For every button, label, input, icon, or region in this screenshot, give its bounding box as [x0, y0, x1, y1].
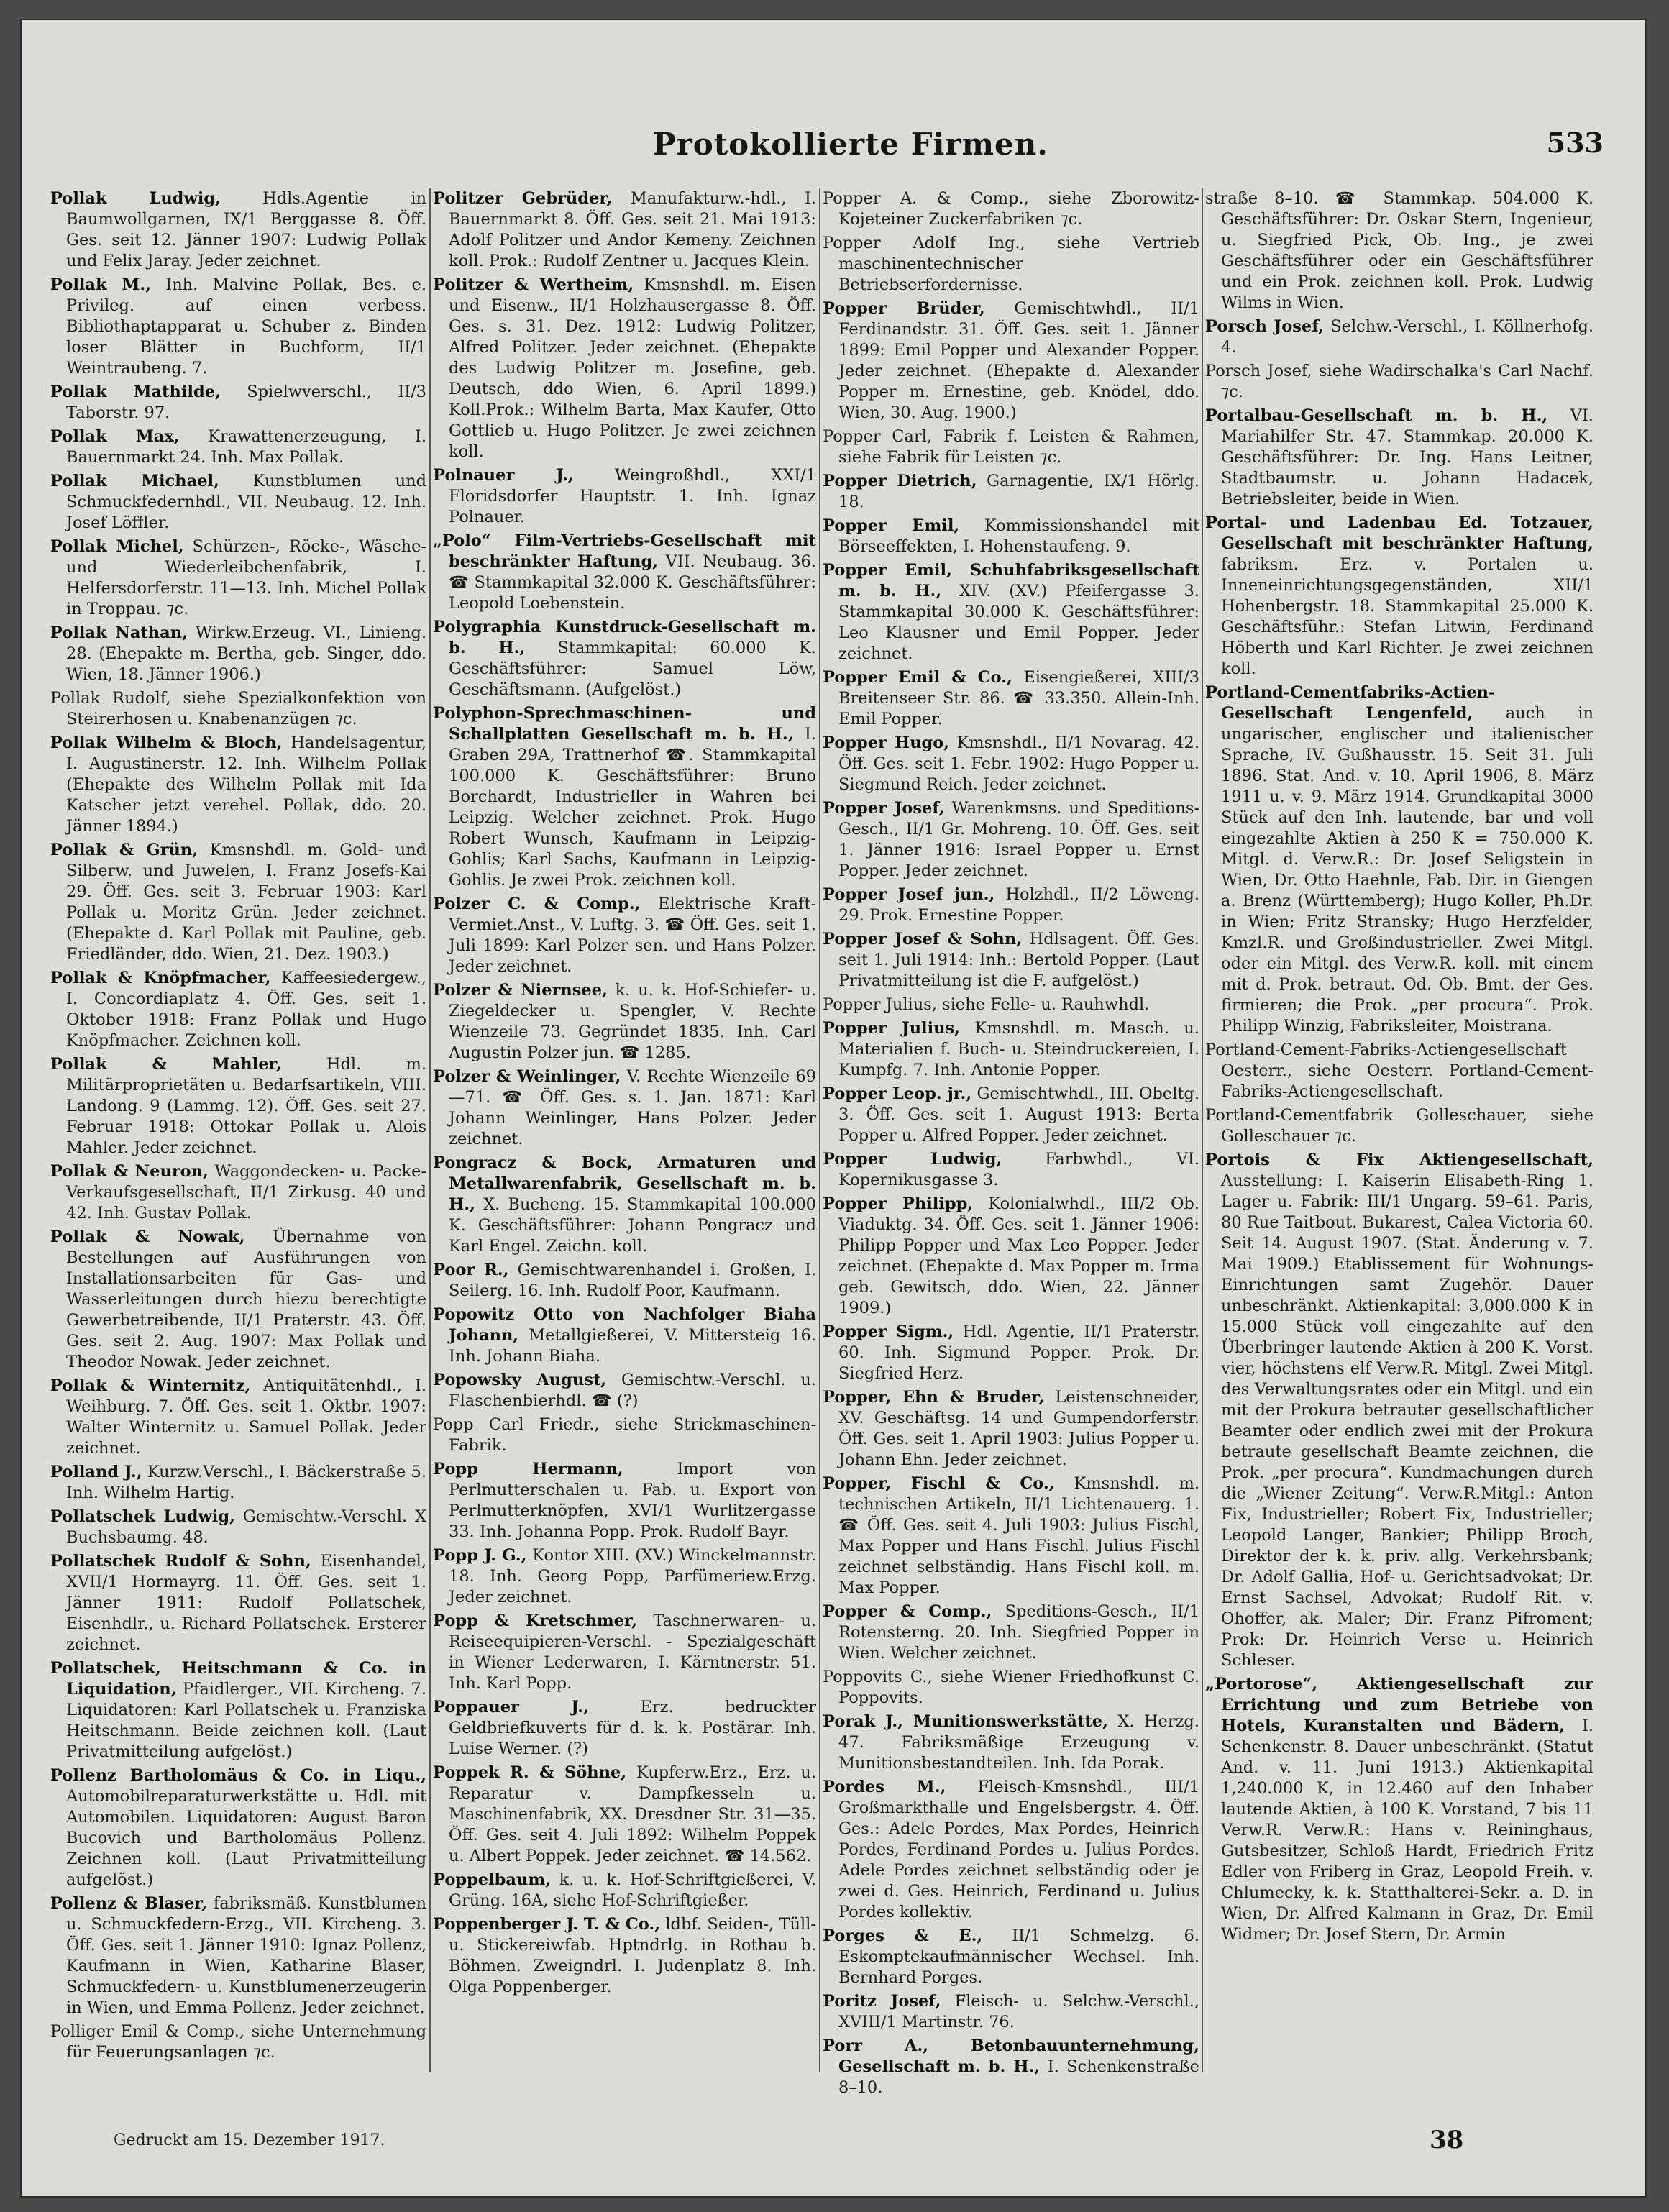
firm-name: Porr A., Betonbauunternehmung, Gesellschaft m. b. H., [823, 2037, 1199, 2076]
firm-name: Pollenz & Blaser, [50, 1894, 208, 1913]
firm-name: Popper & Comp., [823, 1602, 992, 1621]
entry-text: Pollak Rudolf, siehe Spezialkonfektion von Steirerhosen u. Knabenanzügen ⁊c. [50, 689, 426, 728]
directory-entry [823, 798, 1199, 882]
entry-text: Kontor XIII. (XV.) Winckelmannstr. 18. Inh. Georg Popp, Parfümeriew.Erzg. Jeder zeichnet. [449, 1546, 816, 1607]
entry-text: XIV. (XV.) Pfeifergasse 3. Stammkapital 30.000 K. Geschäftsführer: Leo Klausner und Emil Popper. Jeder zeichnet. [838, 582, 1199, 663]
directory-entry [50, 275, 426, 379]
directory-entry [823, 733, 1199, 795]
directory-entry [50, 968, 426, 1051]
firm-name: Popper Emil, Schuhfabriksgesellschaft m. b. H., [823, 561, 1199, 600]
entry-text: Garnagentie, IX/1 Hörlg. 18. [838, 472, 1199, 511]
column-rule [819, 188, 820, 2072]
firm-name: Portalbau-Gesellschaft m. b. H., [1205, 406, 1548, 425]
entry-text: auch in ungarischer, englischer und italienischer Sprache, IV. Gußhausstr. 15. Seit 31. Juli 1896. Stat. And. v. 10. April 1906, 8. März 1911 u. v. 9. März 1914. Grundkapital 3000 Stück auf den Inh. lautende, bar und voll eingezahlte Aktien à 250 K = 750.000 K. Mitgl. d. Verw.R.: Dr. Josef Seligstein in Wien, Dr. Otto Haehnle, Fab. Dir. in Giengen a. Brenz (Württemberg); Hugo Koller, Ph.Dr. in Wien; Fritz Stransky; Hugo Herzfelder, Kmzl.R. und Großindustrieller. Zwei Mitgl. oder ein Mitgl. des Verw.R. koll. mit einem mit d. Prok. betraut. Od. Ob. Bmt. der Ges. firmieren; die Prok. „per procura“. Prok. Philipp Winzig, Fabriksleiter, Moistrana. [1221, 704, 1593, 1036]
entry-text: Kmsnshdl. m. Eisen und Eisenw., II/1 Holzhausergasse 8. Öff. Ges. s. 31. Dez. 1912: Ludwig Politzer, Alfred Politzer. Jeder zeichnet. (Ehepakte des Ludwig Politzer m. Josefine, geb. Deutsch, ddo Wien, 6. April 1899.) Koll.Prok.: Wilhelm Barta, Max Kaufer, Otto Gottlieb u. Hugo Politzer. Je zwei zeichnen koll. [449, 275, 816, 461]
page-header [20, 127, 1647, 170]
directory-entry [823, 188, 1199, 230]
directory-entry [1205, 1150, 1593, 1671]
firm-name: Portois & Fix Aktiengesellschaft, [1205, 1151, 1593, 1169]
firm-name: Polzer C. & Comp., [433, 895, 641, 913]
firm-name: Portland-Cementfabriks-Actien-Gesellschaft Lengenfeld, [1205, 683, 1496, 723]
entry-text: Popper A. & Comp., siehe Zborowitz-Kojeteiner Zuckerfabriken ⁊c. [823, 189, 1199, 229]
entry-text: Wirkw.Erzeug. VI., Linieng. 28. (Ehepakte m. Bertha, geb. Singer, ddo. Wien, 18. Jänner 1906.) [66, 623, 426, 684]
entry-text: Handelsagentur, I. Augustinerstr. 12. Inh. Wilhelm Pollak (Ehepakte des Wilhelm Pollak mit Ida Katscher jetzt verehel. Pollak, ddo. 20. Jänner 1894.) [66, 733, 426, 836]
firm-name: Popper, Ehn & Bruder, [823, 1388, 1045, 1407]
firm-name: Popper Sigm., [823, 1322, 954, 1341]
firm-name: Popowsky August, [433, 1371, 607, 1389]
directory-entry [823, 233, 1199, 296]
firm-name: Poppauer J., [433, 1698, 589, 1717]
firm-name: Popper Hugo, [823, 733, 950, 752]
entry-text: Popper Adolf Ing., siehe Vertrieb maschinentechnischer Betriebserfordernisse. [823, 234, 1199, 294]
directory-entry [50, 2021, 426, 2063]
entry-text: ldbf. Seiden-, Tüll- u. Stickereiwfab. Hptndrlg. in Rothau b. Böhmen. Zweigndrl. I. Judenplatz 8. Inh. Olga Poppenberger. [449, 1915, 816, 1996]
entry-text: Gemischtwhdl., III. Obeltg. 3. Öff. Ges. seit 1. August 1913: Berta Popper u. Alfred Popper. Jeder zeichnet. [838, 1084, 1199, 1145]
directory-entry [50, 1227, 426, 1373]
directory-entry [823, 1777, 1199, 1923]
directory-entry [433, 1066, 816, 1150]
firm-name: Polzer & Weinlinger, [433, 1067, 621, 1086]
directory-entry [50, 1376, 426, 1459]
entry-text: Import von Perlmutterschalen u. Fab. u. Export von Perlmutterknöpfen, XVI/1 Wurlitzergasse 33. Inh. Johanna Popp. Prok. Rudolf Bayr. [449, 1460, 816, 1541]
entry-text: Holzhdl., II/2 Löweng. 29. Prok. Ernestine Popper. [838, 885, 1199, 925]
entry-text: Kmsnshdl. m. Gold- und Silberw. und Juwelen, I. Franz Josefs-Kai 29. Öff. Ges. seit 3. Februar 1903: Karl Pollak u. Moritz Grün. Jeder zeichnet. (Ehepakte d. Karl Pollak mit Pauline, geb. Friedländer, ddo. Wien, 21. Dez. 1903.) [66, 841, 426, 964]
entry-text: Warenkmsns. und Speditions-Gesch., II/1 Gr. Mohreng. 10. Öff. Ges. seit 1. Jänner 1916: Israel Popper u. Ernst Popper. Jeder zeichnet. [838, 799, 1199, 880]
firm-name: Pollatschek, Heitschmann & Co. in Liquidation, [50, 1659, 426, 1699]
directory-entry [823, 560, 1199, 664]
firm-name: Popper Leop. jr., [823, 1084, 972, 1103]
firm-name: Pollenz Bartholomäus & Co. in Liqu., [50, 1766, 426, 1785]
directory-entry [433, 1914, 816, 1998]
directory-entry [823, 298, 1199, 424]
entry-text: Pfaidlerger., VII. Kircheng. 7. Liquidatoren: Karl Pollatschek u. Franziska Heitschmann. Beide zeichnen koll. (Laut Privatmitteilung aufgelöst.) [66, 1680, 426, 1761]
directory-entry [823, 1084, 1199, 1146]
firm-name: Porsch Josef, [1205, 317, 1325, 336]
firm-name: Pollak Wilhelm & Bloch, [50, 733, 283, 752]
firm-name: Polygraphia Kunstdruck-Gesellschaft m. b. H., [433, 618, 816, 657]
entry-text: Manufakturw.-hdl., I. Bauernmarkt 8. Öff. Ges. seit 21. Mai 1913: Adolf Politzer und Andor Kemeny. Zeichnen koll. Prok.: Rudolf Zentner u. Jacques Klein. [449, 189, 816, 270]
entry-text: Kupferw.Erz., Erz. u. Reparatur v. Dampfkesseln u. Maschinenfabrik, XX. Dresdner Str. 31—35. Öff. Ges. seit 4. Juli 1892: Wilhelm Poppek u. Albert Poppek. Jeder zeichnet. ☎ 14.562. [449, 1763, 816, 1865]
entry-text: V. Rechte Wienzeile 69—71. ☎ Öff. Ges. s. 1. Jan. 1871: Karl Johann Weinlinger, Hans Polzer. Jeder zeichnet. [449, 1067, 816, 1148]
directory-entry [50, 426, 426, 468]
entry-text: Schürzen-, Röcke-, Wäsche- und Wiederleibchenfabrik, I. Helfersdorferstr. 11—13. Inh. Michel Pollak in Troppau. ⁊c. [66, 537, 426, 618]
firm-name: Pollak Ludwig, [50, 189, 221, 208]
firm-name: Pollak Mathilde, [50, 383, 221, 401]
firm-name: Pollak Max, [50, 427, 180, 446]
entry-text: Kaffeesiedergew., I. Concordiaplatz 4. Öff. Ges. seit 1. Oktober 1918: Franz Pollak und Hugo Knöpfmacher. Zeichnen koll. [66, 969, 426, 1050]
running-head: Protokollierte Firmen. [653, 127, 1048, 162]
print-date: Gedruckt am 15. Dezember 1917. [114, 2131, 385, 2149]
entry-text: VI. Mariahilfer Str. 47. Stammkap. 20.000 K. Geschäftsführer: Dr. Ing. Hans Leitner, Stadtbaumstr. u. Johann Hadacek, Betriebsleiter, beide in Wien. [1221, 406, 1593, 508]
entry-text: Weingroßhdl., XXI/1 Floridsdorfer Hauptstr. 1. Inh. Ignaz Polnauer. [449, 466, 816, 526]
firm-name: Pollak Nathan, [50, 623, 188, 642]
entry-text: I. Schenkenstr. 8. Dauer unbeschränkt. (Statut And. v. 11. Juni 1913.) Aktienkapital 1,240.000 K, in 12.460 auf den Inhaber lautende Aktien, à 100 K. Vorstand, 7 bis 11 Verw.R. Verw.R.: Hans v. Reininghaus, Gutsbesitzer, Schloß Hardt, Friedrich Fritz Edler von Friberg in Graz, Leopold Freih. v. Chlumecky, k. k. Statthalterei-Sekr. a. D. in Wien, Dr. Alfred Kalmann in Graz, Dr. Emil Widmer; Dr. Josef Stern, Dr. Armin [1221, 1717, 1593, 1944]
signature-mark: 38 [1430, 2126, 1464, 2154]
directory-entry [823, 1473, 1199, 1599]
directory-entry [433, 617, 816, 700]
directory-entry [823, 1667, 1199, 1709]
directory-entry [823, 885, 1199, 926]
directory-entry [823, 1387, 1199, 1471]
entry-text: Elektrische Kraft-Vermiet.Anst., V. Luftg. 3. ☎ Öff. Ges. seit 1. Juli 1899: Karl Polzer sen. und Hans Polzer. Jeder zeichnet. [449, 895, 816, 976]
entry-text: fabriksm. Erz. v. Portalen u. Inneneinrichtungsgegenständen, XII/1 Hohenbergstr. 18. Stammkapital 25.000 K. Geschäftsführ.: Stefan Litwin, Ferdinand Höberth und Karl Richter. Je zwei zeichnen koll. [1221, 555, 1593, 678]
directory-entry [50, 623, 426, 685]
directory-entry [823, 1194, 1199, 1319]
entry-text: Porsch Josef, siehe Wadirschalka's Carl Nachf. ⁊c. [1205, 362, 1593, 401]
entry-text: Krawattenerzeugung, I. Bauernmarkt 24. Inh. Max Pollak. [66, 427, 426, 467]
directory-entry [433, 703, 816, 891]
directory-entry [823, 471, 1199, 513]
entry-text: Antiquitätenhdl., I. Weihburg. 7. Öff. Ges. seit 1. Oktbr. 1907: Walter Winternitz u. Samuel Pollak. Jeder zeichnet. [66, 1376, 426, 1458]
firm-name: Popper Josef jun., [823, 885, 995, 904]
entry-text: Stammkapital: 60.000 K. Geschäftsführer: Samuel Löw, Geschäftsmann. (Aufgelöst.) [449, 639, 816, 699]
firm-name: Popowitz Otto von Nachfolger Biaha Johann, [433, 1305, 816, 1345]
directory-entry [433, 1459, 816, 1543]
entry-text: Waggondecken- u. Packe-Verkaufsgesellschaft, II/1 Zirkusg. 40 und 42. Inh. Gustav Pollak. [66, 1162, 426, 1222]
firm-name: Polland J., [50, 1463, 142, 1481]
entry-text: k. u. k. Hof-Schiefer- u. Ziegeldecker u. Spengler, V. Rechte Wienzeile 73. Gegründet 1835. Inh. Carl Augustin Polzer jun. ☎ 1285. [449, 981, 816, 1062]
directory-entry [1205, 188, 1593, 314]
directory-entry [50, 1658, 426, 1763]
entry-text: Taschnerwaren- u. Reiseequipieren-Verschl. - Spezialgeschäft in Wiener Lederwaren, I. Kärntnerstr. 51. Inh. Karl Popp. [449, 1612, 816, 1693]
firm-name: Pollak Michel, [50, 537, 184, 556]
directory-entry [433, 980, 816, 1064]
entry-text: Gemischtw.-Verschl. u. Flaschenbierhdl. ☎ (?) [449, 1371, 816, 1410]
firm-name: Popper Philipp, [823, 1194, 974, 1213]
entry-text: Kmsnshdl. m. technischen Artikeln, II/1 Lichtenauerg. 1. ☎ Öff. Ges. seit 4. Juli 1903: Julius Fischl, Max Popper und Hans Fischl. Julius Fischl zeichnet selbständig. Hans Fischl koll. m. Max Popper. [838, 1474, 1199, 1597]
entry-text: fabriksmäß. Kunstblumen u. Schmuckfedern-Erzg., VII. Kircheng. 3. Öff. Ges. seit 1. Jänner 1910: Ignaz Pollenz, Kaufmann in Wien, Katharine Blaser, Schmuckfedern- u. Kunstblumenerzeugerin in Wien, und Emma Pollenz. Jeder zeichnet. [66, 1894, 426, 2017]
column-3 [823, 188, 1199, 2101]
column-4 [1205, 188, 1593, 2101]
directory-entry [50, 188, 426, 272]
directory-entry [433, 1153, 816, 1257]
directory-entry [50, 1462, 426, 1504]
entry-text: Kommissionshandel mit Börseeffekten, I. Hohenstaufeng. 9. [838, 516, 1199, 556]
directory-entry [823, 1991, 1199, 2033]
column-2 [433, 188, 816, 2101]
entry-text: Portland-Cementfabrik Golleschauer, siehe Golleschauer ⁊c. [1205, 1106, 1593, 1146]
entry-text: Spielwverschl., II/3 Taborstr. 97. [66, 383, 426, 422]
firm-name: Portal- und Ladenbau Ed. Totzauer, Gesellschaft mit beschränkter Haftung, [1205, 513, 1593, 553]
firm-name: Popper Ludwig, [823, 1150, 1002, 1169]
entry-text: Hdlsagent. Öff. Ges. seit 1. Juli 1914: Inh.: Bertold Popper. (Laut Privatmitteilung ist die F. aufgelöst.) [838, 930, 1199, 990]
entry-text: Speditions-Gesch., II/1 Rotensterng. 20. Inh. Siegfried Popper in Wien. Welcher zeichnet. [838, 1602, 1199, 1663]
firm-name: Popp Hermann, [433, 1460, 623, 1479]
firm-name: Pongracz & Bock, Armaturen und Metallwarenfabrik, Gesellschaft m. b. H., [433, 1153, 816, 1214]
directory-entry [1205, 1105, 1593, 1147]
directory-entry [823, 1601, 1199, 1664]
directory-entry [433, 1370, 816, 1412]
directory-entry [50, 536, 426, 620]
directory-entry [50, 1161, 426, 1224]
directory-entry [1205, 316, 1593, 358]
entry-text: Farbwhdl., VI. Kopernikusgasse 3. [838, 1150, 1199, 1189]
directory-entry [823, 1926, 1199, 1988]
firm-name: Popper Brüder, [823, 299, 985, 318]
column-1 [50, 188, 426, 2101]
firm-name: „Polo“ Film-Vertriebs-Gesellschaft mit beschränkter Haftung, [433, 531, 816, 571]
directory-entry [433, 531, 816, 614]
firm-name: Pollak Michael, [50, 472, 219, 490]
directory-entry [50, 471, 426, 534]
firm-name: Pollak & Neuron, [50, 1162, 209, 1181]
directory-entry [433, 1304, 816, 1367]
firm-name: Poritz Josef, [823, 1992, 941, 2011]
directory-entry [433, 1545, 816, 1608]
firm-name: Pordes M., [823, 1778, 946, 1796]
firm-name: Pollak M., [50, 275, 152, 294]
firm-name: Poppek R. & Söhne, [433, 1763, 627, 1782]
directory-entry [50, 382, 426, 424]
directory-entry [823, 1018, 1199, 1081]
entry-text: Inh. Malvine Pollak, Bes. e. Privileg. auf einen verbess. Bibliothaptapparat u. Schuber z. Binden loser Blätter in Buchform, II/1 Weintraubeng. 7. [66, 275, 426, 378]
directory-entry [433, 465, 816, 528]
firm-name: Popper Emil & Co., [823, 668, 1012, 687]
directory-entry [433, 1763, 816, 1867]
directory-entry [50, 733, 426, 837]
entry-text: VII. Neubaug. 36. ☎ Stammkapital 32.000 K. Geschäftsführer: Leopold Loebenstein. [449, 552, 816, 613]
entry-text: II/1 Schmelzg. 6. Eskomptekaufmännischer Wechsel. Inh. Bernhard Porges. [838, 1927, 1199, 1987]
entry-text: I. Schenkenstraße 8–10. [838, 2057, 1199, 2097]
directory-entry [1205, 1040, 1593, 1102]
directory-entry [823, 426, 1199, 468]
directory-entry [823, 995, 1199, 1015]
entry-text: Portland-Cement-Fabriks-Actiengesellschaft Oesterr., siehe Oesterr. Portland-Cement-Fabriks-Actiengesellschaft. [1205, 1041, 1593, 1101]
directory-entry [433, 275, 816, 462]
directory-entry [1205, 361, 1593, 403]
directory-entry [433, 1415, 816, 1456]
firm-name: Pollatschek Rudolf & Sohn, [50, 1552, 311, 1571]
entry-text: I. Graben 29A, Trattnerhof ☎. Stammkapital 100.000 K. Geschäftsführer: Bruno Borchardt, Industrieller in Wahren bei Leipzig. Welcher zeichnet. Prok. Hugo Robert Wunsch, Kaufmann in Leipzig-Gohlis; Karl Sachs, Kaufmann in Leipzig-Gohlis. Je zwei Prok. zeichnen koll. [449, 725, 816, 890]
entry-text: Kmsnshdl. m. Masch. u. Materialien f. Buch- u. Steindruckereien, I. Kumpfg. 7. Inh. Antonie Popper. [838, 1019, 1199, 1079]
directory-entry [433, 188, 816, 272]
directory-entry [1205, 682, 1593, 1037]
directory-entry [1205, 513, 1593, 680]
entry-text: Kunstblumen und Schmuckfedernhdl., VII. Neubaug. 12. Inh. Josef Löffler. [66, 472, 426, 532]
entry-text: Leistenschneider, XV. Geschäftsg. 14 und Gumpendorferstr. Öff. Ges. seit 1. April 1903: Julius Popper u. Johann Ehn. Jeder zeichnet. [838, 1388, 1199, 1469]
firm-name: Popper Josef, [823, 799, 945, 818]
column-rule [429, 188, 431, 2072]
directory-entry [50, 688, 426, 730]
directory-entry [433, 1611, 816, 1694]
firm-name: Porak J., Munitionswerkstätte, [823, 1712, 1108, 1731]
entry-text: Metallgießerei, V. Mittersteig 16. Inh. Johann Biaha. [449, 1326, 816, 1366]
directory-entry [823, 1711, 1199, 1774]
entry-text: Fleisch-Kmsnshdl., III/1 Großmarkthalle und Engelsbergstr. 4. Öff. Ges.: Adele Pordes, Max Pordes, Heinrich Pordes, Ferdinand Pordes u. Julius Pordes. Adele Pordes zeichnet selbständig oder je zwei d. Ges. Heinrich, Ferdinand u. Julius Pordes kollektiv. [838, 1778, 1199, 1921]
entry-text: Eisengießerei, XIII/3 Breitenseer Str. 86. ☎ 33.350. Allein-Inh. Emil Popper. [838, 668, 1199, 728]
directory-entry [433, 1260, 816, 1302]
entry-text: Kolonialwhdl., III/2 Ob. Viaduktg. 34. Öff. Ges. seit 1. Jänner 1906: Philipp Popper und Max Leo Popper. Jeder zeichnet. (Ehepakte d. Max Popper m. Irma geb. Gewitsch, ddo. Wien, 22. Jänner 1909.) [838, 1194, 1199, 1317]
directory-entry [823, 2036, 1199, 2098]
directory-entry [50, 1054, 426, 1158]
directory-entry [1205, 406, 1593, 510]
entry-text: Popper Carl, Fabrik f. Leisten & Rahmen, siehe Fabrik für Leisten ⁊c. [823, 427, 1199, 467]
entry-text: Fleisch- u. Selchw.-Verschl., XVIII/1 Martinstr. 76. [838, 1992, 1199, 2032]
directory-entry [823, 929, 1199, 992]
firm-name: Politzer Gebrüder, [433, 189, 613, 208]
firm-name: Popper Emil, [823, 516, 960, 535]
firm-name: Polyphon-Sprechmaschinen- und Schallplatten Gesellschaft m. b. H., [433, 704, 816, 744]
firm-name: Popper Julius, [823, 1019, 961, 1038]
firm-name: Pollak & Winternitz, [50, 1376, 251, 1395]
directory-entry [823, 1322, 1199, 1384]
firm-name: Pollak & Grün, [50, 841, 198, 859]
entry-text: Selchw.-Verschl., I. Köllnerhofg. 4. [1221, 317, 1593, 357]
directory-entry [50, 1893, 426, 2019]
entry-text: Popp Carl Friedr., siehe Strickmaschinen-Fabrik. [433, 1415, 816, 1455]
entry-text: X. Herzg. 47. Fabriksmäßige Erzeugung v. Munitionsbestandteilen. Inh. Ida Porak. [838, 1712, 1199, 1773]
directory-entry [50, 1507, 426, 1548]
directory-entry [433, 1697, 816, 1760]
entry-text: Kurzw.Verschl., I. Bäckerstraße 5. Inh. Wilhelm Hartig. [66, 1463, 426, 1502]
entry-text: Popper Julius, siehe Felle- u. Rauhwhdl. [823, 995, 1150, 1014]
firm-name: Politzer & Wertheim, [433, 275, 634, 294]
firm-name: Porges & E., [823, 1927, 983, 1945]
entry-text: Gemischtwarenhandel i. Großen, I. Seilerg. 16. Inh. Rudolf Poor, Kaufmann. [449, 1261, 816, 1300]
directory-entry [823, 516, 1199, 557]
firm-name: Popp & Kretschmer, [433, 1612, 638, 1630]
firm-name: Pollak & Nowak, [50, 1228, 245, 1246]
entry-text: Polliger Emil & Comp., siehe Unternehmung für Feuerungsanlagen ⁊c. [50, 2022, 426, 2062]
firm-name: Pollak & Mahler, [50, 1055, 282, 1074]
entry-text: straße 8–10. ☎ Stammkap. 504.000 K. Geschäftsführer: Dr. Oskar Stern, Ingenieur, u. Siegfried Pick, Ob. Ing., je zwei Geschäftsführer oder ein Geschäftsführer und ein Prok. zeichnen koll. Prok. Ludwig Wilms in Wien. [1205, 189, 1593, 312]
directory-entry [50, 840, 426, 965]
entry-text: Hdl. Agentie, II/1 Praterstr. 60. Inh. Sigmund Popper. Prok. Dr. Siegfried Herz. [838, 1322, 1199, 1383]
entry-text: X. Bucheng. 15. Stammkapital 100.000 K. Geschäftsführer: Johann Pongracz und Karl Engel. Zeichn. koll. [449, 1195, 816, 1256]
entry-text: Ausstellung: I. Kaiserin Elisabeth-Ring 1. Lager u. Fabrik: III/1 Ungarg. 59–61. Paris, 80 Rue Taitbout. Bukarest, Calea Victoria 60. Seit 14. August 1907. (Stat. Änderung v. 7. Mai 1909.) Etablissement für Wohnungs-Einrichtungen samt Zugehör. Dauer unbeschränkt. Aktienkapital: 3,000.000 K in 15.000 Stück voll eingezahlte auf den Überbringer lautende Aktien à 200 K. Vorst. vier, höchstens elf Verw.R. Mitgl. Zwei Mitgl. des Verwaltungsrates oder ein Mitgl. und ein mit der Prokura betrauter gesellschaftlicher Beamter oder endlich zwei mit der Prokura betraute gesellschaft Beamte zeichnen, die Prok. „per procura“. Kundmachungen durch die „Wiener Zeitung“. Verw.R.Mitgl.: Anton Fix, Industrieller; Robert Fix, Industrieller; Leopold Langer, Bankier; Philipp Broch, Direktor der k. k. priv. allg. Verkehrsbank; Dr. Adolf Gallia, Hof- u. Gerichtsadvokat; Dr. Ernst Sachsel, Advokat; Rudolf Rit. v. Ohoffer, ak. Maler; Dir. Franz Pifroment; Prok: Dr. Heinrich Verse u. Heinrich Schleser. [1221, 1171, 1593, 1670]
directory-entry [823, 667, 1199, 730]
entry-text: Erz. bedruckter Geldbriefkuverts für d. k. k. Postärar. Inh. Luise Werner. (?) [449, 1698, 816, 1758]
entry-text: Poppovits C., siehe Wiener Friedhofkunst C. Poppovits. [823, 1668, 1199, 1707]
entry-text: Automobilreparaturwerkstätte u. Hdl. mit Automobilen. Liquidatoren: August Baron Bucovich und Bartholomäus Pollenz. Zeichnen koll. (Laut Privatmitteilung aufgelöst.) [66, 1787, 426, 1889]
firm-name: Pollak & Knöpfmacher, [50, 969, 271, 987]
entry-text: Übernahme von Bestellungen auf Ausführungen von Installationsarbeiten für Gas- und Wasserleitungen durch hiezu berechtigte Gewerbetreibende, II/1 Praterstr. 43. Öff. Ges. seit 2. Aug. 1907: Max Pollak und Theodor Nowak. Jeder zeichnet. [66, 1228, 426, 1371]
directory-entry [50, 1765, 426, 1891]
firm-name: Polnauer J., [433, 466, 574, 485]
directory-entry [823, 1149, 1199, 1191]
entry-text: Gemischtw.-Verschl. X Buchsbaumg. 48. [66, 1507, 426, 1547]
entry-text: Eisenhandel, XVII/1 Hormayrg. 11. Öff. Ges. seit 1. Jänner 1911: Rudolf Pollatschek, Eisenhdlr., u. Richard Pollatschek. Ersterer zeichnet. [66, 1552, 426, 1654]
firm-name: Popper Josef & Sohn, [823, 930, 1023, 949]
entry-text: Gemischtwhdl., II/1 Ferdinandstr. 31. Öff. Ges. seit 1. Jänner 1899: Emil Popper und Alexander Popper. Jeder zeichnet. (Ehepakte d. Alexander Popper m. Ernestine, geb. Knödel, ddo. Wien, 30. Aug. 1900.) [838, 299, 1199, 422]
firm-name: Polzer & Niernsee, [433, 981, 608, 1000]
directory-entry [433, 1870, 816, 1911]
firm-name: Popper, Fischl & Co., [823, 1474, 1055, 1493]
entry-text: Hdl. m. Militärproprietäten u. Bedarfsartikeln, VIII. Landong. 9 (Lammg. 12). Öff. Ges. seit 27. Februar 1918: Ottokar Pollak u. Alois Mahler. Jeder zeichnet. [66, 1055, 426, 1157]
firm-name: „Portorose“, Aktiengesellschaft zur Errichtung und zum Betriebe von Hotels, Kuranstalten und Bädern, [1205, 1675, 1593, 1735]
directory-entry [1205, 1674, 1593, 1945]
firm-name: Poppenberger J. T. & Co., [433, 1915, 661, 1934]
entry-text: Kmsnshdl., II/1 Novarag. 42. Öff. Ges. seit 1. Febr. 1902: Hugo Popper u. Siegmund Reich. Jeder zeichnet. [838, 733, 1199, 794]
directory-entry [50, 1551, 426, 1655]
firm-name: Popper Dietrich, [823, 472, 977, 490]
directory-page [20, 19, 1647, 2198]
firm-name: Pollatschek Ludwig, [50, 1507, 235, 1526]
directory-entry [433, 894, 816, 977]
entry-text: Hdls.Agentie in Baumwollgarnen, IX/1 Berggasse 8. Öff. Ges. seit 12. Jänner 1907: Ludwig Pollak und Felix Jaray. Jeder zeichnet. [66, 189, 426, 270]
entry-text: k. u. k. Hof-Schriftgießerei, V. Grüng. 16A, siehe Hof-Schriftgießer. [449, 1870, 816, 1910]
firm-name: Popp J. G., [433, 1546, 527, 1565]
column-rule [1202, 188, 1203, 2072]
firm-name: Poor R., [433, 1261, 509, 1279]
page-number: 533 [1546, 127, 1604, 159]
firm-name: Poppelbaum, [433, 1870, 551, 1889]
